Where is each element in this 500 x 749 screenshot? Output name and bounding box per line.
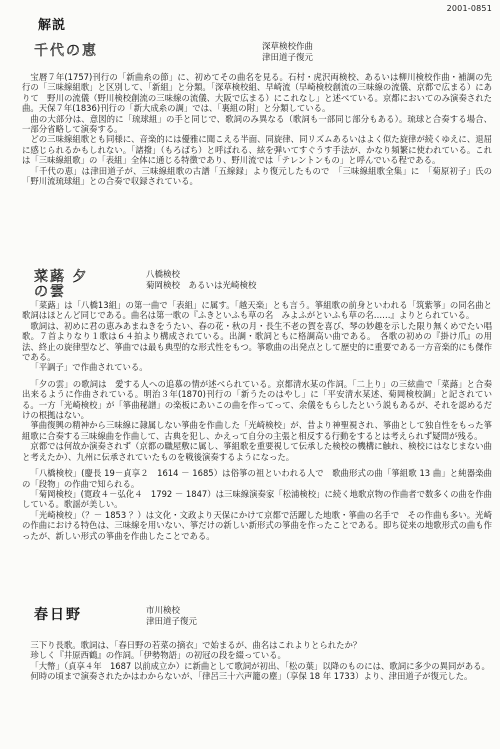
paragraph: 「夕の雲」の歌詞は 愛する人への追慕の情が述べられている。京都清水某の作詞。「二上り」の三絃曲で「菜蕗」と合奏出来るように作曲されている。明治３年(1870)刊行の「新うたのはやし」に「平安清水某述、菊岡検校調」と記されている。一方「光崎検校」が「箏曲秘譜」の楽板にあいこの曲を作ってって、余儀をもらしたという説もあるが、それを認めるだけの根拠はない。 — [22, 378, 492, 421]
paragraph: どの三味線組歌とも同様に、音楽的には優雅に聞こえる半面、同旋律、同リズムあるいはよく似た旋律が続くゆえに、退屈に感じられるかもしれない。「諸撥」（もろばち）と呼ばれる、絃を弾いてすぐうす手法が、かなり頻繁に使われている。これは「三味線組歌」の「表組」全体に通じる特徴であり、野川流では「テレントンもの」と呼んでいる程である。 — [22, 134, 492, 166]
document-id: 2001-0851 — [446, 4, 492, 13]
paragraph: 「菜蕗」は「八橋13組」の第一曲で「表組」に属す。「越天楽」とも言う。箏組歌の前身といわれる「筑紫箏」の同名曲と歌詞はほとんど同じである。曲名は第一歌の『ふきといふも草の名 みよふがといふも草の名……』よりとられている。 — [22, 300, 492, 321]
paragraph: 「千代の恵」は津田道子が、三味線組歌の古譜「五線録」より復元したもので 「三味線組歌全集」に 「菊原初子」氏の「野川流琉球組」との合奏で収録されている。 — [22, 165, 492, 187]
paragraph: 曲の大部分は、意図的に「琉球組」の手と同じで、歌詞のみ異なる（歌詞も一部同じ部分もある）。琉球と合奏する場合、一部分省略して演奏する。 — [22, 113, 492, 135]
paragraph: 三下り長歌。歌詞は、「春日野の若菜の摘衣」で始まるが、曲名はこれよりとられたか？ — [30, 640, 362, 650]
paragraph: 京都では何故か演奏されず（京都の職屋敷に属し、箏組歌を重要視して伝承した検校の機構に触れ、検校にはなじまない曲と考えたか）、九州に伝承されていたものを戦後演奏するようになった。 — [22, 441, 492, 462]
page-heading: 解説 — [38, 18, 67, 33]
section-credits-kasugano — [146, 606, 197, 628]
section-body-chiyo — [22, 72, 492, 186]
section-credits-chiyo — [262, 42, 313, 64]
credit-composer-alt: 菊岡検校 あるいは光崎検校 — [146, 281, 257, 291]
paragraph: 「平調子」で作曲されている。 — [30, 362, 148, 373]
note-paragraph: 「光崎検校」（？－ 1853 ？）は文化・文政より天保にかけて京都で活躍した地歌・箏曲の名手で その作曲も多い。光崎の作曲における特色は、三味線を用いない、箏だけの新しい新形式の箏曲を作ったことである。即ち従来の地歌形式の曲も作ったが、新しい形式の箏曲を作曲したことである。 — [22, 509, 492, 541]
section-title-nabuki: 菜蕗 夕の雲 — [34, 269, 89, 300]
credit-composer: 市川検校 — [146, 606, 181, 616]
section-body-nabuki — [22, 300, 492, 541]
paragraph: 箏曲復興の精神から三味線に隷属しない箏曲を作曲した「光崎検校」が、昔より神聖視され、箏曲として独自性をもった箏組歌に合奏する三味線曲を作曲して、古典を犯し、かえって自分の主張と相反する行動をするとは考えられず疑問が残る。 — [22, 420, 492, 441]
credit-composer: 深草検校作曲 — [262, 42, 314, 52]
section-title-kasugano: 春日野 — [34, 607, 82, 623]
paragraph: 「大幣」（貞享４年 1687 以前成立か）に新曲として歌詞が初出、「松の葉」以降のものには、歌詞に多少の異同がある。 — [30, 660, 490, 671]
section-body-kasugano — [22, 640, 492, 682]
section-title-chiyo: 千代の恵 — [34, 43, 98, 59]
paragraph: 何時の頃まで演奏されたかはわからないが、「律呂三十六声籠の塵」（享保 18 年 1733）より、津田道子が復元した。 — [30, 671, 473, 682]
paragraph: 宝暦７年(1757)刊行の「新曲糸の節」に、初めてその曲名を見る。石村・虎沢両検校、あるいは柳川検校作曲・補調の先行の「三味線組歌」と区別して、「新組」と分類。「深草検校組、早崎流（早崎検校創流の三味線の流儀、京都で広まる）にありて 野川の流儀（野川検校創流の三味線の流儀、大阪で広まる）にこれなし」と述べている。京都においてのみ演奏された曲。天保７年(1836)刊行の「新大成糸の調」では、「裏組の附」と分類している。 — [22, 72, 492, 114]
note-paragraph: 「菊岡検校」(寛政４－弘化４ 1792 － 1847）は三味線演奏家「松浦検校」に続く地歌京物の作曲者で数多くの曲を作曲している。歌謡が美しい。 — [22, 488, 492, 510]
credit-restorer: 津田道子復元 — [262, 53, 314, 63]
credit-restorer: 津田道子復元 — [146, 617, 198, 627]
note-paragraph: 「八橋検校」(慶長 19－貞享２ 1614 － 1685）は俗箏の祖といわれる人で 歌曲形式の曲「箏組歌 13 曲」と純器楽曲の「段物」の作曲で知られる。 — [22, 468, 492, 489]
paragraph: 珍しく『井原西鶴』の作詞。「伊勢物語」の初冠の段を綴っている。 — [30, 650, 286, 661]
credit-composer: 八橋検校 — [146, 270, 181, 280]
section-credits-nabuki — [146, 270, 257, 292]
paragraph: 歌詞は、初めに君の恵みあまねきをうたい、春の花・秋の月・長生不老の賀を喜び、琴の妙趣を示した限り無くめでたい唱歌。７首よりなり１歌は６４拍より構成されている。出調・歌詞ともに格調高い曲である。 各歌の初めの『掛け爪』の用法、終止の旋律型など、箏曲では最も典型的な形式性をもつ。箏歌曲の出発点として歴史的に重要である一方音楽的にも傑作である。 — [22, 320, 492, 363]
